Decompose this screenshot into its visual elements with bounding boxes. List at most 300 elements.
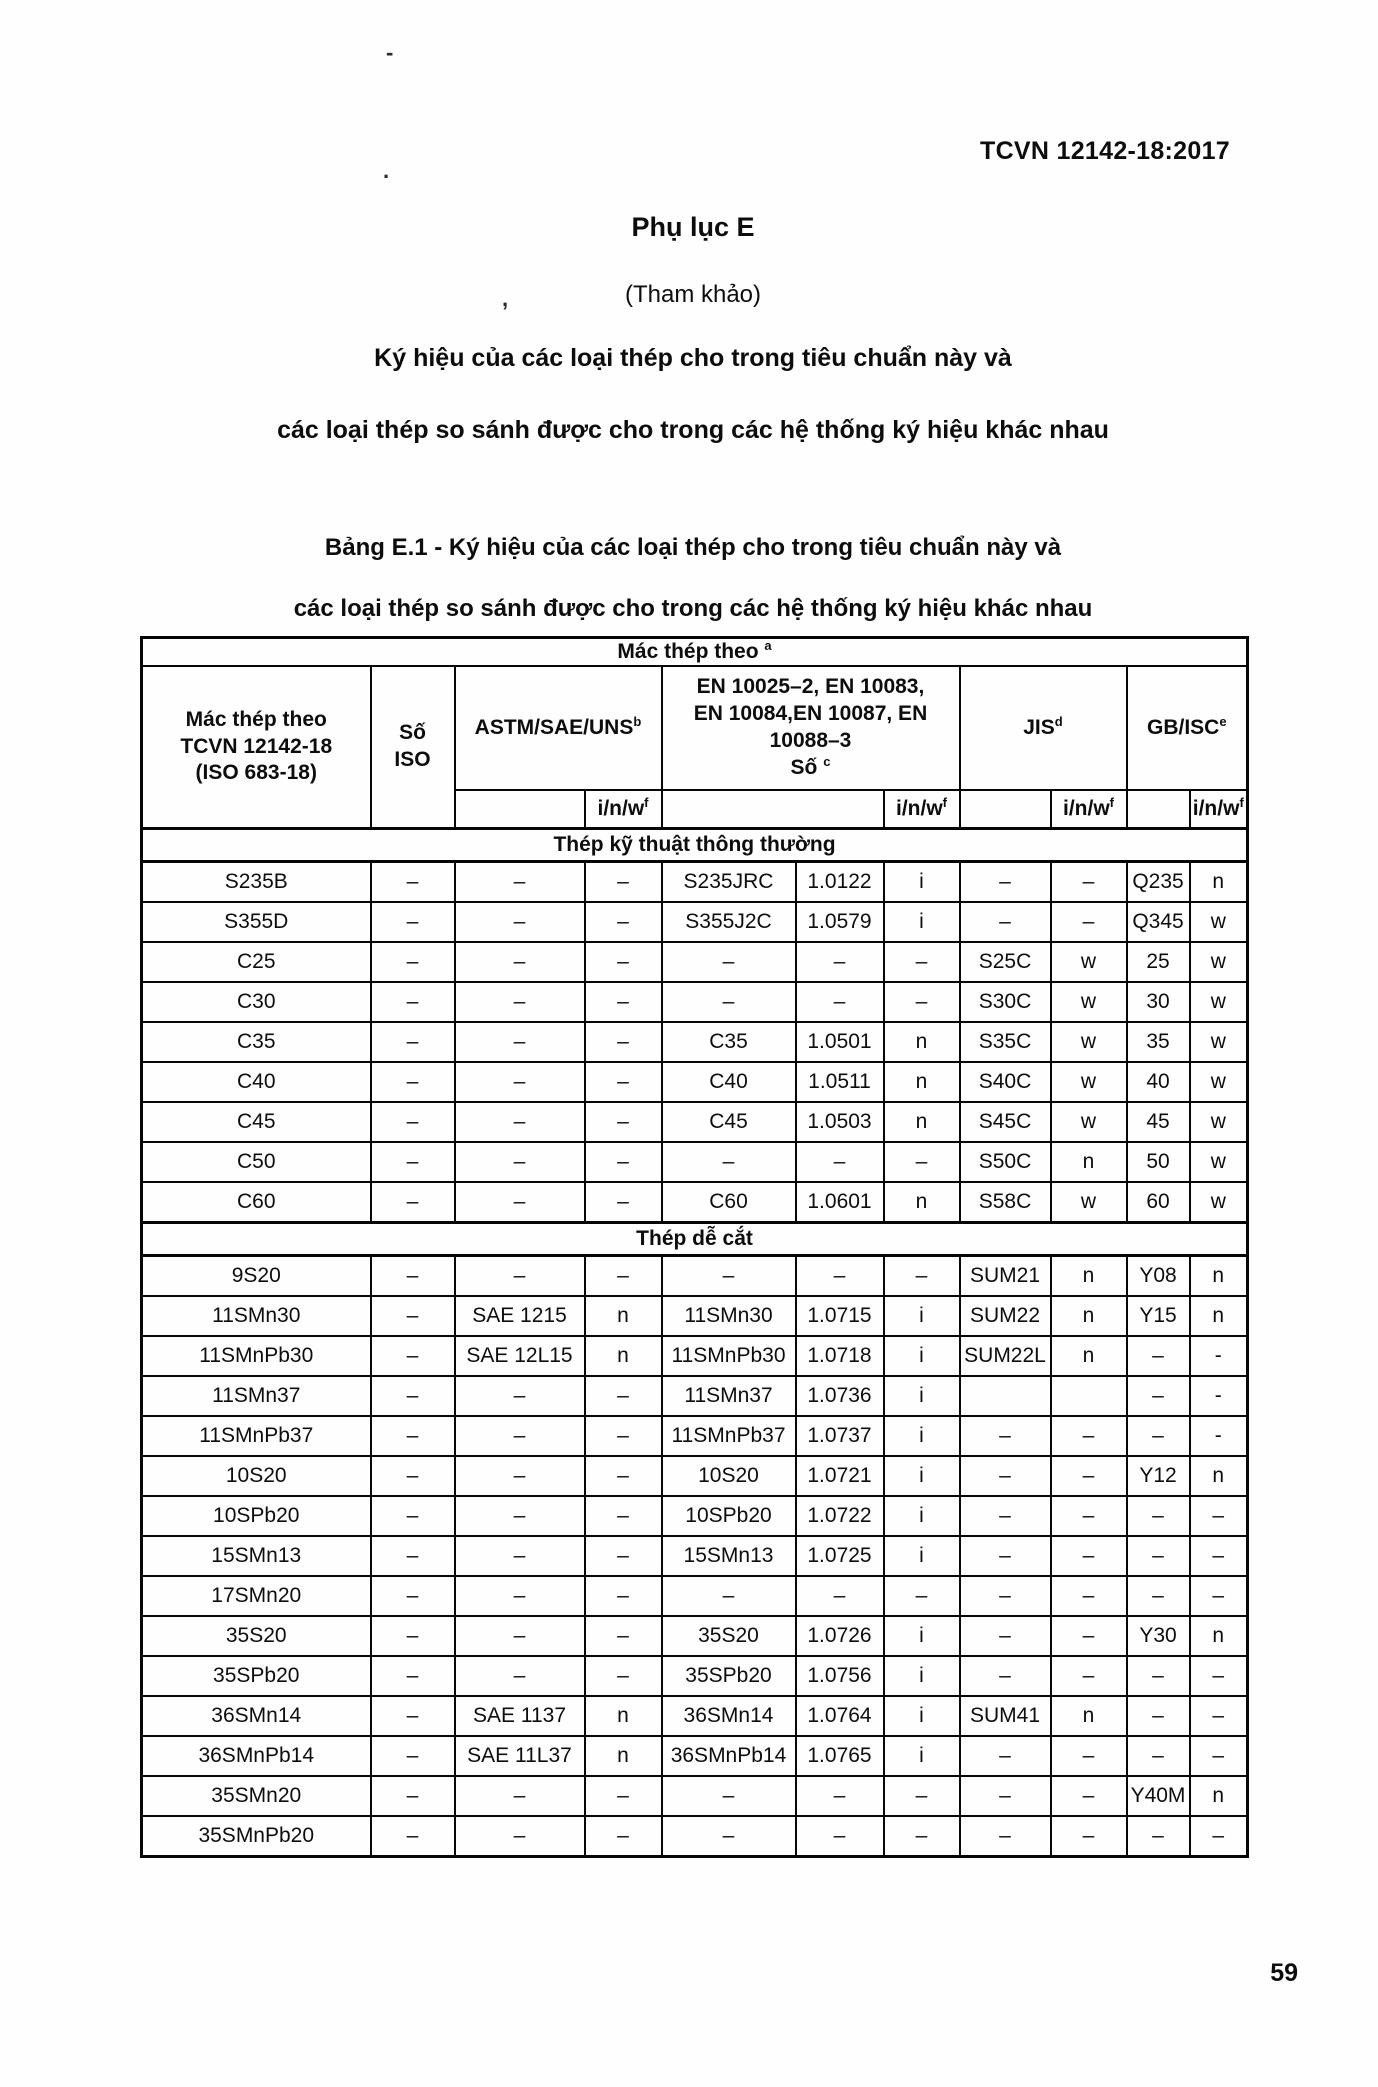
table-header-row-top [142, 638, 1248, 667]
header-so-iso-line1: Số [399, 721, 426, 745]
table-cell: – [796, 1816, 884, 1857]
table-cell: S235JRC [662, 862, 796, 903]
table-cell: – [455, 1616, 585, 1656]
table-cell: – [662, 982, 796, 1022]
header-jis: JIS$^d$ [960, 666, 1127, 790]
table-cell: – [884, 1576, 960, 1616]
table-cell: C60 [142, 1182, 371, 1223]
table-row [142, 1416, 1248, 1456]
table-cell: – [455, 1376, 585, 1416]
table-cell: 35SPb20 [142, 1656, 371, 1696]
table-cell: n [884, 1022, 960, 1062]
table-cell: 1.0718 [796, 1336, 884, 1376]
table-cell: – [1051, 1616, 1127, 1656]
table-cell: 11SMnPb30 [142, 1336, 371, 1376]
table-cell: 10S20 [142, 1456, 371, 1496]
table-cell: – [1190, 1496, 1248, 1536]
table-cell: – [585, 942, 662, 982]
section-header-row [142, 1223, 1248, 1256]
table-cell: – [1051, 902, 1127, 942]
table-cell: – [585, 1256, 662, 1297]
table-caption-line2: các loại thép so sánh được cho trong các hệ thống ký hiệu khác nhau [293, 595, 1093, 622]
table-cell: 36SMnPb14 [142, 1736, 371, 1776]
table-cell: – [1127, 1496, 1190, 1536]
table-cell: – [1190, 1536, 1248, 1576]
table-cell: 11SMn37 [142, 1376, 371, 1416]
table-cell: 1.0721 [796, 1456, 884, 1496]
table-cell: – [455, 942, 585, 982]
table-cell: - [1190, 1376, 1248, 1416]
table-row [142, 1022, 1248, 1062]
table-row [142, 1616, 1248, 1656]
table-cell: C45 [662, 1102, 796, 1142]
table-cell: – [884, 982, 960, 1022]
table-cell: SUM22 [960, 1296, 1051, 1336]
table-cell: – [960, 1656, 1051, 1696]
table-cell: – [585, 1182, 662, 1223]
table-cell: 60 [1127, 1182, 1190, 1223]
table-cell: SAE 1137 [455, 1696, 585, 1736]
table-cell: – [1127, 1376, 1190, 1416]
table-cell: – [1051, 862, 1127, 903]
table-cell: SUM41 [960, 1696, 1051, 1736]
table-cell: 1.0511 [796, 1062, 884, 1102]
table-cell: i [884, 1536, 960, 1576]
table-cell: w [1190, 1182, 1248, 1223]
header-en-line1: EN 10025–2, EN 10083, [696, 675, 925, 699]
table-cell: – [585, 1456, 662, 1496]
table-cell: i [884, 902, 960, 942]
table-cell: – [1127, 1536, 1190, 1576]
table-cell: S355J2C [662, 902, 796, 942]
table-cell: – [1190, 1576, 1248, 1616]
table-cell: 45 [1127, 1102, 1190, 1142]
table-cell: – [455, 1256, 585, 1297]
table-cell: SUM21 [960, 1256, 1051, 1297]
table-cell: – [371, 862, 455, 903]
table-cell: – [371, 1142, 455, 1182]
table-cell: 1.0764 [796, 1696, 884, 1736]
table-cell: S355D [142, 902, 371, 942]
table-row [142, 1376, 1248, 1416]
table-cell: – [455, 1416, 585, 1456]
table-cell: 35 [1127, 1022, 1190, 1062]
table-cell: i [884, 1376, 960, 1416]
table-cell: S40C [960, 1062, 1051, 1102]
table-cell: S235B [142, 862, 371, 903]
table-cell: n [1051, 1142, 1127, 1182]
table-cell: – [585, 1062, 662, 1102]
table-cell: n [1190, 1616, 1248, 1656]
table-cell: i [884, 1496, 960, 1536]
table-cell: – [1127, 1656, 1190, 1696]
table-cell: 10SPb20 [142, 1496, 371, 1536]
table-cell: Q235 [1127, 862, 1190, 903]
table-cell: – [1051, 1816, 1127, 1857]
table-cell: w [1190, 1022, 1248, 1062]
table-cell: – [796, 1576, 884, 1616]
table-cell: – [585, 1376, 662, 1416]
table-cell: C40 [142, 1062, 371, 1102]
table-cell: C35 [142, 1022, 371, 1062]
header-inw-astm: $i/n/w^f$ [585, 790, 662, 829]
table-cell: – [662, 1256, 796, 1297]
table-cell: w [1051, 982, 1127, 1022]
table-cell: – [455, 1102, 585, 1142]
page-number: 59 [1270, 1959, 1298, 1987]
table-cell: n [1051, 1336, 1127, 1376]
table-cell: n [884, 1062, 960, 1102]
header-tcvn-line1: Mác thép theo [185, 707, 327, 731]
table-row [142, 1062, 1248, 1102]
table-cell: Y15 [1127, 1296, 1190, 1336]
table-cell: 50 [1127, 1142, 1190, 1182]
table-cell: S50C [960, 1142, 1051, 1182]
table-cell: – [455, 1656, 585, 1696]
table-cell: 1.0722 [796, 1496, 884, 1536]
table-cell: – [960, 1776, 1051, 1816]
table-cell: 25 [1127, 942, 1190, 982]
table-cell: – [371, 1616, 455, 1656]
table-cell: – [371, 1376, 455, 1416]
table-cell: 1.0579 [796, 902, 884, 942]
table-cell: – [662, 942, 796, 982]
table-cell: n [1190, 1256, 1248, 1297]
table-cell: – [455, 982, 585, 1022]
table-cell: – [371, 1102, 455, 1142]
header-en-so: Số $^c$ [790, 753, 831, 779]
table-cell: C35 [662, 1022, 796, 1062]
table-cell: – [796, 942, 884, 982]
table-cell: – [455, 862, 585, 903]
table-cell: n [884, 1102, 960, 1142]
table-cell: – [1051, 1576, 1127, 1616]
table-cell: – [371, 1296, 455, 1336]
table-row [142, 1336, 1248, 1376]
table-cell: – [662, 1576, 796, 1616]
table-cell: - [1190, 1336, 1248, 1376]
table-row [142, 1142, 1248, 1182]
table-row [142, 1776, 1248, 1816]
table-cell: – [585, 1102, 662, 1142]
header-tcvn-line3: (ISO 683-18) [195, 761, 317, 785]
table-cell: C45 [142, 1102, 371, 1142]
table-cell: n [1051, 1296, 1127, 1336]
table-cell: – [371, 982, 455, 1022]
table-cell: – [960, 1496, 1051, 1536]
table-cell: – [585, 1496, 662, 1536]
table-cell: i [884, 862, 960, 903]
table-cell: S35C [960, 1022, 1051, 1062]
header-so-iso-line2: ISO [394, 748, 431, 771]
table-cell: – [1051, 1736, 1127, 1776]
header-gb: GB/ISC$^e$ [1127, 666, 1248, 790]
table-cell: n [585, 1736, 662, 1776]
table-cell: C40 [662, 1062, 796, 1102]
table-cell: 36SMn14 [142, 1696, 371, 1736]
table-cell: – [585, 1816, 662, 1857]
table-cell: – [455, 1022, 585, 1062]
header-inw-jis: $i/n/w^f$ [1051, 790, 1127, 829]
table-cell [960, 1376, 1051, 1416]
table-cell: 10S20 [662, 1456, 796, 1496]
appendix-type: (Tham khảo) [624, 281, 762, 308]
table-cell: – [1051, 1536, 1127, 1576]
table-caption-line1: Bảng E.1 - Ký hiệu của các loại thép cho trong tiêu chuẩn này và [324, 534, 1062, 561]
table-cell: n [585, 1296, 662, 1336]
table-cell: w [1190, 982, 1248, 1022]
table-cell: – [455, 1062, 585, 1102]
table-cell: SAE 1215 [455, 1296, 585, 1336]
table-cell: – [1127, 1576, 1190, 1616]
table-cell: C50 [142, 1142, 371, 1182]
table-cell [1051, 1376, 1127, 1416]
table-row [142, 1496, 1248, 1536]
table-cell: w [1051, 1022, 1127, 1062]
table-cell: – [585, 902, 662, 942]
table-cell: – [455, 1456, 585, 1496]
table-cell: 36SMnPb14 [662, 1736, 796, 1776]
table-row [142, 1296, 1248, 1336]
table-cell: – [1051, 1416, 1127, 1456]
table-cell: – [960, 1456, 1051, 1496]
table-cell: – [585, 1776, 662, 1816]
table-cell: 30 [1127, 982, 1190, 1022]
table-cell: Y30 [1127, 1616, 1190, 1656]
table-cell: n [1190, 862, 1248, 903]
appendix-title: Phụ lục E [631, 212, 755, 242]
table-row [142, 1656, 1248, 1696]
table-cell: – [1051, 1656, 1127, 1696]
table-cell: n [1190, 1456, 1248, 1496]
table-cell: 15SMn13 [142, 1536, 371, 1576]
table-cell: i [884, 1416, 960, 1456]
table-cell: SAE 12L15 [455, 1336, 585, 1376]
table-cell: 1.0756 [796, 1656, 884, 1696]
table-cell: S58C [960, 1182, 1051, 1223]
table-header-row-main [142, 666, 1248, 790]
table-cell: – [960, 1576, 1051, 1616]
table-cell: – [371, 1736, 455, 1776]
table-cell: n [1190, 1296, 1248, 1336]
table-row [142, 1696, 1248, 1736]
table-cell: – [585, 1416, 662, 1456]
table-cell: 35S20 [662, 1616, 796, 1656]
table-cell: – [960, 1416, 1051, 1456]
table-cell: Y08 [1127, 1256, 1190, 1297]
empty-cell [1127, 790, 1190, 829]
header-tcvn [142, 666, 371, 829]
section-title: Thép dễ cắt [142, 1223, 1248, 1256]
table-row [142, 1456, 1248, 1496]
section-header-row [142, 829, 1248, 862]
table-cell: n [1051, 1696, 1127, 1736]
table-cell: w [1051, 942, 1127, 982]
table-row [142, 1256, 1248, 1297]
table-cell: – [960, 1816, 1051, 1857]
table-cell: – [1051, 1776, 1127, 1816]
table-cell: 1.0122 [796, 862, 884, 903]
table-cell: 1.0736 [796, 1376, 884, 1416]
table-cell: – [585, 1536, 662, 1576]
table-cell: 11SMnPb37 [142, 1416, 371, 1456]
header-tcvn-line2: TCVN 12142-18 [180, 734, 333, 758]
table-cell: – [1127, 1696, 1190, 1736]
table-row [142, 942, 1248, 982]
empty-cell [662, 790, 884, 829]
section-title: Thép kỹ thuật thông thường [142, 829, 1248, 862]
table-cell: n [884, 1182, 960, 1223]
table-cell: 1.0726 [796, 1616, 884, 1656]
table-cell: – [585, 1022, 662, 1062]
table-cell: 11SMn30 [142, 1296, 371, 1336]
table-cell: – [662, 1776, 796, 1816]
table-row [142, 1536, 1248, 1576]
table-cell: – [455, 1496, 585, 1536]
table-cell: w [1051, 1062, 1127, 1102]
table-cell: – [371, 1456, 455, 1496]
document-title-line1: Ký hiệu của các loại thép cho trong tiêu chuẩn này và [374, 344, 1012, 372]
header-inw-en: $i/n/w^f$ [884, 790, 960, 829]
table-cell: 35SMn20 [142, 1776, 371, 1816]
table-cell: – [585, 862, 662, 903]
table-cell: i [884, 1656, 960, 1696]
standard-reference: TCVN 12142-18:2017 [980, 137, 1230, 165]
scan-artifact-comma: , [502, 286, 509, 311]
table-cell: – [960, 862, 1051, 903]
table-cell: – [371, 942, 455, 982]
table-cell: – [371, 1496, 455, 1536]
table-cell: i [884, 1736, 960, 1776]
table-cell: 1.0601 [796, 1182, 884, 1223]
header-mac-thep-theo: Mác thép theo $^a$ [142, 638, 1248, 667]
table-cell: – [585, 982, 662, 1022]
table-cell: – [884, 1142, 960, 1182]
table-cell: n [1051, 1256, 1127, 1297]
table-cell: – [455, 1182, 585, 1223]
table-cell: – [1190, 1696, 1248, 1736]
table-cell: C25 [142, 942, 371, 982]
table-cell: 11SMn30 [662, 1296, 796, 1336]
table-cell: – [371, 1336, 455, 1376]
table-cell: – [455, 1142, 585, 1182]
table-cell: i [884, 1616, 960, 1656]
table-cell: SAE 11L37 [455, 1736, 585, 1776]
table-cell: – [1051, 1496, 1127, 1536]
table-cell: S25C [960, 942, 1051, 982]
table-cell: – [662, 1816, 796, 1857]
table-cell: – [371, 1062, 455, 1102]
table-row [142, 902, 1248, 942]
table-cell: – [1127, 1416, 1190, 1456]
table-cell: – [371, 1536, 455, 1576]
table-cell: – [371, 1182, 455, 1223]
table-cell: – [1051, 1456, 1127, 1496]
table-cell: – [455, 1776, 585, 1816]
table-cell: i [884, 1696, 960, 1736]
header-inw-gb: $i/n/w^f$ [1190, 790, 1248, 829]
table-cell: – [371, 1022, 455, 1062]
table-cell: Y12 [1127, 1456, 1190, 1496]
table-cell: 17SMn20 [142, 1576, 371, 1616]
table-cell: – [455, 1576, 585, 1616]
table-row [142, 982, 1248, 1022]
table-row [142, 1102, 1248, 1142]
table-cell: 15SMn13 [662, 1536, 796, 1576]
table-cell: – [1190, 1736, 1248, 1776]
table-cell: – [960, 902, 1051, 942]
table-cell: – [1190, 1656, 1248, 1696]
table-row [142, 862, 1248, 903]
steel-grades-table [140, 636, 1249, 1858]
table-cell: – [662, 1142, 796, 1182]
table-cell: w [1051, 1102, 1127, 1142]
table-cell: 1.0503 [796, 1102, 884, 1142]
table-cell: 40 [1127, 1062, 1190, 1102]
table-cell: – [585, 1142, 662, 1182]
table-cell: – [1127, 1816, 1190, 1857]
table-cell: SUM22L [960, 1336, 1051, 1376]
table-cell: - [1190, 1416, 1248, 1456]
empty-cell [960, 790, 1051, 829]
table-cell: 35S20 [142, 1616, 371, 1656]
header-en [662, 666, 960, 790]
header-en-line3: 10088–3 [769, 729, 852, 752]
table-cell: 1.0737 [796, 1416, 884, 1456]
table-cell: – [960, 1616, 1051, 1656]
table-cell: Y40M [1127, 1776, 1190, 1816]
table-cell: – [371, 1816, 455, 1857]
table-cell: – [884, 1816, 960, 1857]
table-cell: 1.0725 [796, 1536, 884, 1576]
table-cell: 11SMnPb37 [662, 1416, 796, 1456]
table-cell: – [585, 1656, 662, 1696]
table-cell: – [455, 902, 585, 942]
scan-artifact-dot: . [383, 158, 390, 183]
empty-cell [455, 790, 585, 829]
table-cell: – [884, 1776, 960, 1816]
table-cell: n [585, 1696, 662, 1736]
table-cell: w [1190, 1142, 1248, 1182]
table-cell: i [884, 1296, 960, 1336]
table-cell: – [796, 1256, 884, 1297]
table-cell: S45C [960, 1102, 1051, 1142]
table-cell: n [1190, 1776, 1248, 1816]
table-cell: w [1190, 1062, 1248, 1102]
table-cell: 9S20 [142, 1256, 371, 1297]
table-cell: – [371, 1696, 455, 1736]
table-cell: – [585, 1576, 662, 1616]
table-cell: – [371, 1576, 455, 1616]
table-cell: w [1190, 1102, 1248, 1142]
table-cell: w [1190, 902, 1248, 942]
table-row [142, 1576, 1248, 1616]
table-cell: 1.0501 [796, 1022, 884, 1062]
document-title-line2: các loại thép so sánh được cho trong các hệ thống ký hiệu khác nhau [277, 416, 1109, 444]
table-cell: – [1127, 1336, 1190, 1376]
table-cell: – [1190, 1816, 1248, 1857]
table-cell: n [585, 1336, 662, 1376]
table-cell: – [884, 1256, 960, 1297]
table-cell: – [371, 1656, 455, 1696]
table-cell: C60 [662, 1182, 796, 1223]
table-cell: 1.0715 [796, 1296, 884, 1336]
table-cell: – [371, 1256, 455, 1297]
table-cell: 35SMnPb20 [142, 1816, 371, 1857]
table-cell: w [1190, 942, 1248, 982]
table-cell: 36SMn14 [662, 1696, 796, 1736]
table-row [142, 1736, 1248, 1776]
